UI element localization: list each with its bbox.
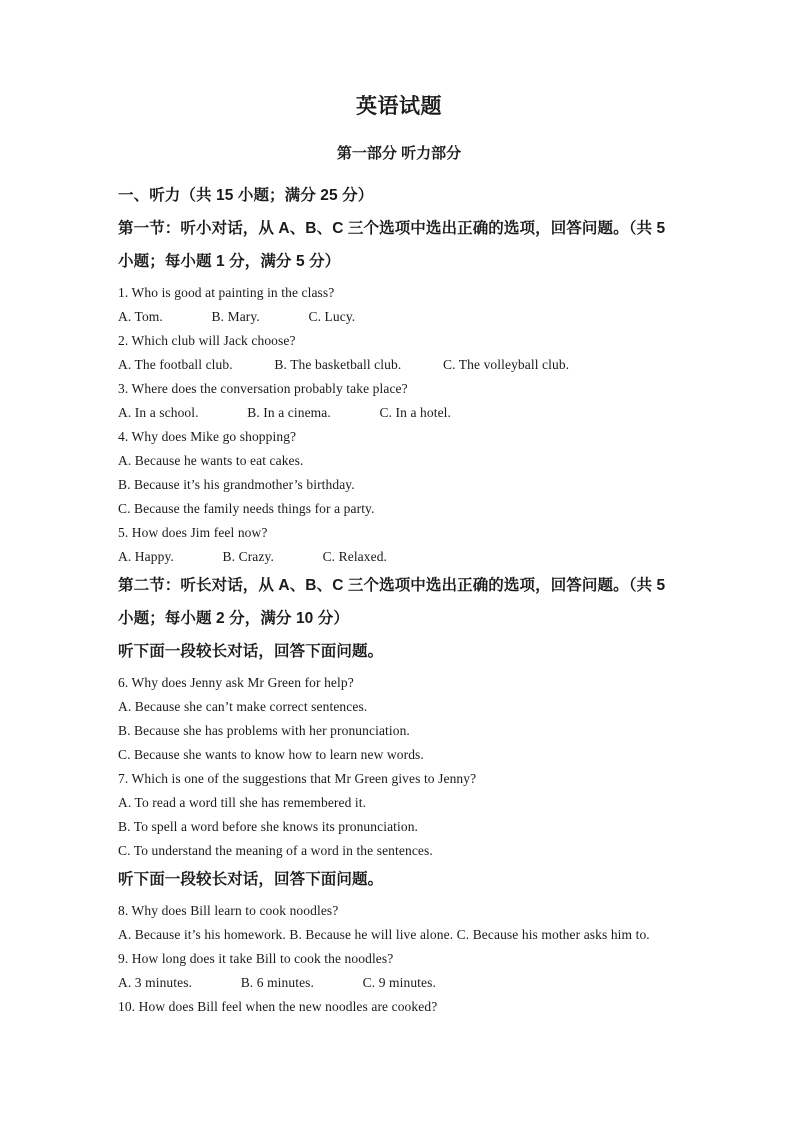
question-stem: 7. Which is one of the suggestions that Mr Green gives to Jenny? <box>118 771 477 786</box>
question-stem: 8. Why does Bill learn to cook noodles? <box>118 903 339 918</box>
part-one-instruction: 第一节：听小对话，从 A、B、C 三个选项中选出正确的选项，回答问题。（共 5 小题；每小题 1 分，满分 5 分） <box>118 220 666 270</box>
listening-section-heading: 一、听力（共 15 小题；满分 25 分） <box>118 187 374 204</box>
question-stem: 3. Where does the conversation probably take place? <box>118 381 408 396</box>
question-stem: 10. How does Bill feel when the new noodles are cooked? <box>118 999 438 1014</box>
question-options: A. In a school. B. In a cinema. C. In a hotel. <box>118 405 452 420</box>
dialogue-one-heading: 听下面一段较长对话，回答下面问题。 <box>118 643 384 660</box>
part-one-subtitle: 第一部分 听力部分 <box>336 145 462 162</box>
question-stem: 6. Why does Jenny ask Mr Green for help? <box>118 675 354 690</box>
question-options: A. 3 minutes. B. 6 minutes. C. 9 minutes. <box>118 975 436 990</box>
question-stem: 4. Why does Mike go shopping? <box>118 429 297 444</box>
question-options: A. Happy. B. Crazy. C. Relaxed. <box>118 549 388 564</box>
page-title: 英语试题 <box>356 95 442 118</box>
question-options: A. The football club. B. The basketball club. C. The volleyball club. <box>118 357 570 372</box>
question-option-a: A. Because she can’t make correct sentences. <box>118 699 368 714</box>
question-option-b: B. Because she has problems with her pronunciation. <box>118 723 410 738</box>
question-options: A. Because it’s his homework. B. Because he will live alone. C. Because his mother asks him to. <box>118 927 650 942</box>
question-stem: 2. Which club will Jack choose? <box>118 333 296 348</box>
question-option-b: B. To spell a word before she knows its pronunciation. <box>118 819 419 834</box>
question-stem: 1. Who is good at painting in the class? <box>118 285 335 300</box>
dialogue-two-heading: 听下面一段较长对话，回答下面问题。 <box>118 871 384 888</box>
question-option-c: C. Because she wants to know how to learn new words. <box>118 747 424 762</box>
question-option-a: A. Because he wants to eat cakes. <box>118 453 304 468</box>
part-two-instruction: 第二节：听长对话，从 A、B、C 三个选项中选出正确的选项，回答问题。（共 5 小题；每小题 2 分，满分 10 分） <box>118 577 666 627</box>
question-option-c: C. Because the family needs things for a party. <box>118 501 375 516</box>
question-stem: 5. How does Jim feel now? <box>118 525 268 540</box>
question-option-a: A. To read a word till she has remembered it. <box>118 795 367 810</box>
question-options: A. Tom. B. Mary. C. Lucy. <box>118 309 356 324</box>
question-stem: 9. How long does it take Bill to cook the noodles? <box>118 951 394 966</box>
question-option-b: B. Because it’s his grandmother’s birthday. <box>118 477 355 492</box>
question-option-c: C. To understand the meaning of a word in the sentences. <box>118 843 433 858</box>
document-content <box>118 0 680 1019</box>
